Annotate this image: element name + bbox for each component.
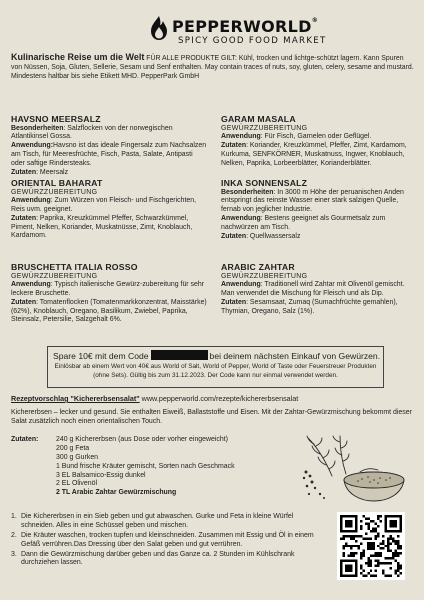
product-feature: Besonderheiten: Salzflocken von der norwegischen Atlantikinsel Gossa. (11, 124, 173, 141)
ingredient-item: 240 g Kichererbsen (aus Dose oder vorher eingeweicht) (56, 436, 228, 443)
brand-name: PEPPERWORLD® (172, 17, 319, 36)
ingredient-item: 2 TL Arabic Zahtar Gewürzmischung (56, 489, 177, 497)
product-type: GEWÜRZZUBEREITUNG (221, 124, 308, 132)
product-ingredients: Zutaten: Meersalz (11, 168, 69, 176)
herbs-bowl-icon (300, 432, 410, 504)
coupon-box (47, 346, 384, 388)
pepperworld-logo (148, 15, 338, 51)
qr-code-icon[interactable] (337, 512, 405, 580)
ingredient-item: 3 EL Balsamico-Essig dunkel (56, 471, 146, 479)
ingredients-label: Zutaten: (11, 436, 39, 443)
recipe-url[interactable]: www.pepperworld.com/rezepte/kichererbsensalat (139, 394, 299, 403)
product-usage: Anwendung: Zum Würzen von Fleisch- und Fischgerichten, Reis uvm. geeignet. (11, 197, 197, 213)
product-type: GEWÜRZZUBEREITUNG (11, 272, 98, 280)
recipe-intro: Kichererbsen – lecker und gesund. Sie enthalten Eiweiß, Ballaststoffe und Eisen. Mit der Zahtar-Gewürzmischung bekommt dieser Salat zusätzlich noch einen orientalischen Touch. (11, 409, 412, 425)
recipe-title: Rezeptvorschlag "Kichererbsensalat" (11, 394, 140, 403)
product-ingredients: Zutaten: Koriander, Kreuzkümmel, Pfeffer, Zimt, Kardamom, Kurkuma, SENFKÖRNER, Muskatnuss, Ingwer, Knoblauch, Nelken, Paprika, Lorbeerblätter, Korianderblätter. (221, 141, 407, 167)
product-name: HAVSNO MEERSALZ (11, 114, 101, 124)
product-name: GARAM MASALA (221, 114, 296, 124)
intro-text: FÜR ALLE PRODUKTE GILT: Kühl, trocken und lichtge-schützt lagern. Kann Spuren von Nüssen, Soja, Gluten, Sellerie, Sesam und Senf enthalten. May contain traces of nuts, soy, gluten, celery, sesame and mustard. Mindestens haltbar bis siehe Etikett MHD. PepperPark GmbH (11, 55, 414, 80)
intro-paragraph (11, 52, 414, 81)
ingredient-item: 2 EL Olivenöl (56, 480, 98, 488)
product-usage: Anwendung: Traditionell wird Zahtar mit Olivenöl gemischt. Man verwendet die Mischung für Fleisch und als Dip. (221, 281, 405, 297)
product-garam-masala (221, 114, 416, 168)
product-zahtar (221, 262, 416, 316)
product-usage: Anwendung: Für Fisch, Garnelen oder Geflügel. (221, 133, 372, 141)
product-ingredients: Zutaten: Paprika, Kreuzkümmel Pfeffer, Schwarzkümmel, Piment, Nelken, Koriander, Muskatnüsse, Zimt, Knoblauch, Kardamom. (11, 214, 193, 240)
intro-title: Kulinarische Reise um die Welt (11, 52, 145, 62)
brand-tagline: SPICY GOOD FOOD MARKET (178, 36, 327, 46)
product-name: INKA SONNENSALZ (221, 178, 308, 188)
recipe-heading (11, 395, 298, 404)
coupon-terms: Einlösbar ab einem Wert von 40€ aus World of Salt, World of Pepper, World of Taste oder Feuerstreuer Produkten (ohne Sets). Gültig bis zum 31.12.2023. Der Code kann nur einmal verwendet werden. (54, 363, 377, 379)
product-baharat (11, 178, 207, 241)
product-feature: Besonderheiten: In 3000 m Höhe der peruanischen Anden entspringt das reinste Wasser einer stark salzigen Quelle, fernab von jeglicher Industrie. (221, 188, 404, 214)
product-name: ARABIC ZAHTAR (221, 262, 295, 272)
recipe-step: 1. Die Kichererbsen in ein Sieb geben und gut abwaschen. Gurke und Feta in kleine Würfel schneiden. Alles in eine Schüssel geben und mischen. (11, 513, 294, 529)
recipe-step: 3. Dann die Gewürzmischung darüber geben und das Ganze ca. 2 Stunden im Kühlschrank durchziehen lassen. (11, 550, 295, 567)
recipe-steps (11, 513, 326, 569)
product-bruschetta (11, 262, 207, 325)
ingredient-item: 1 Bund frische Kräuter gemischt, Sorten nach Geschmack (56, 462, 235, 470)
product-name: BRUSCHETTA ITALIA ROSSO (11, 262, 138, 272)
qr-pattern (340, 515, 402, 577)
product-havsno (11, 114, 207, 178)
product-type: GEWÜRZZUBEREITUNG (221, 272, 308, 280)
product-type: GEWÜRZZUBEREITUNG (11, 188, 98, 196)
recipe-step: 2. Die Kräuter waschen, trocken tupfen und kleinschneiden. Zusammen mit Essig und Öl in einem Gefäß verrühren.Das Dressing über den Salat geben und gut verrühren. (11, 531, 314, 548)
product-usage: Anwendung: Bestens geeignet als Gourmetsalz zum nachwürzen am Tisch. (221, 215, 386, 231)
coupon-headline: Spare 10€ mit dem Code bei deinem nächsten Einkauf von Gewürzen. (53, 351, 381, 361)
product-ingredients: Zutaten: Sesamsaat, Zumaq (Sumachfrüchte gemahlen), Thymian, Oregano, Salz (1%). (221, 298, 398, 315)
redacted-code (151, 350, 208, 360)
flame-icon (148, 15, 170, 41)
product-usage: Anwendung:Havsno ist das ideale Fingersalz zum Nachsalzen am Tisch, für Meeresfrüchte, Fisch, Pasta, Salate, Antipasti oder saftige Rindersteaks. (11, 142, 207, 167)
ingredient-item: 200 g Feta (56, 444, 90, 452)
ingredient-item: 300 g Gurken (56, 453, 99, 461)
product-ingredients: Zutaten: Quellwassersalz (221, 232, 301, 240)
product-ingredients: Zutaten: Tomatenflocken (Tomatenmarkkonzentrat, Maisstärke) (62%), Knoblauch, Oregano, Basilikum, Zwiebel, Paprika, Steinsalz, Petersilie, Salzgehalt 6%. (11, 298, 207, 324)
product-name: ORIENTAL BAHARAT (11, 178, 103, 188)
product-inka (221, 178, 416, 242)
product-usage: Anwendung: Typisch italienische Gewürz-zubereitung für sehr leckere Bruschette. (11, 281, 205, 297)
